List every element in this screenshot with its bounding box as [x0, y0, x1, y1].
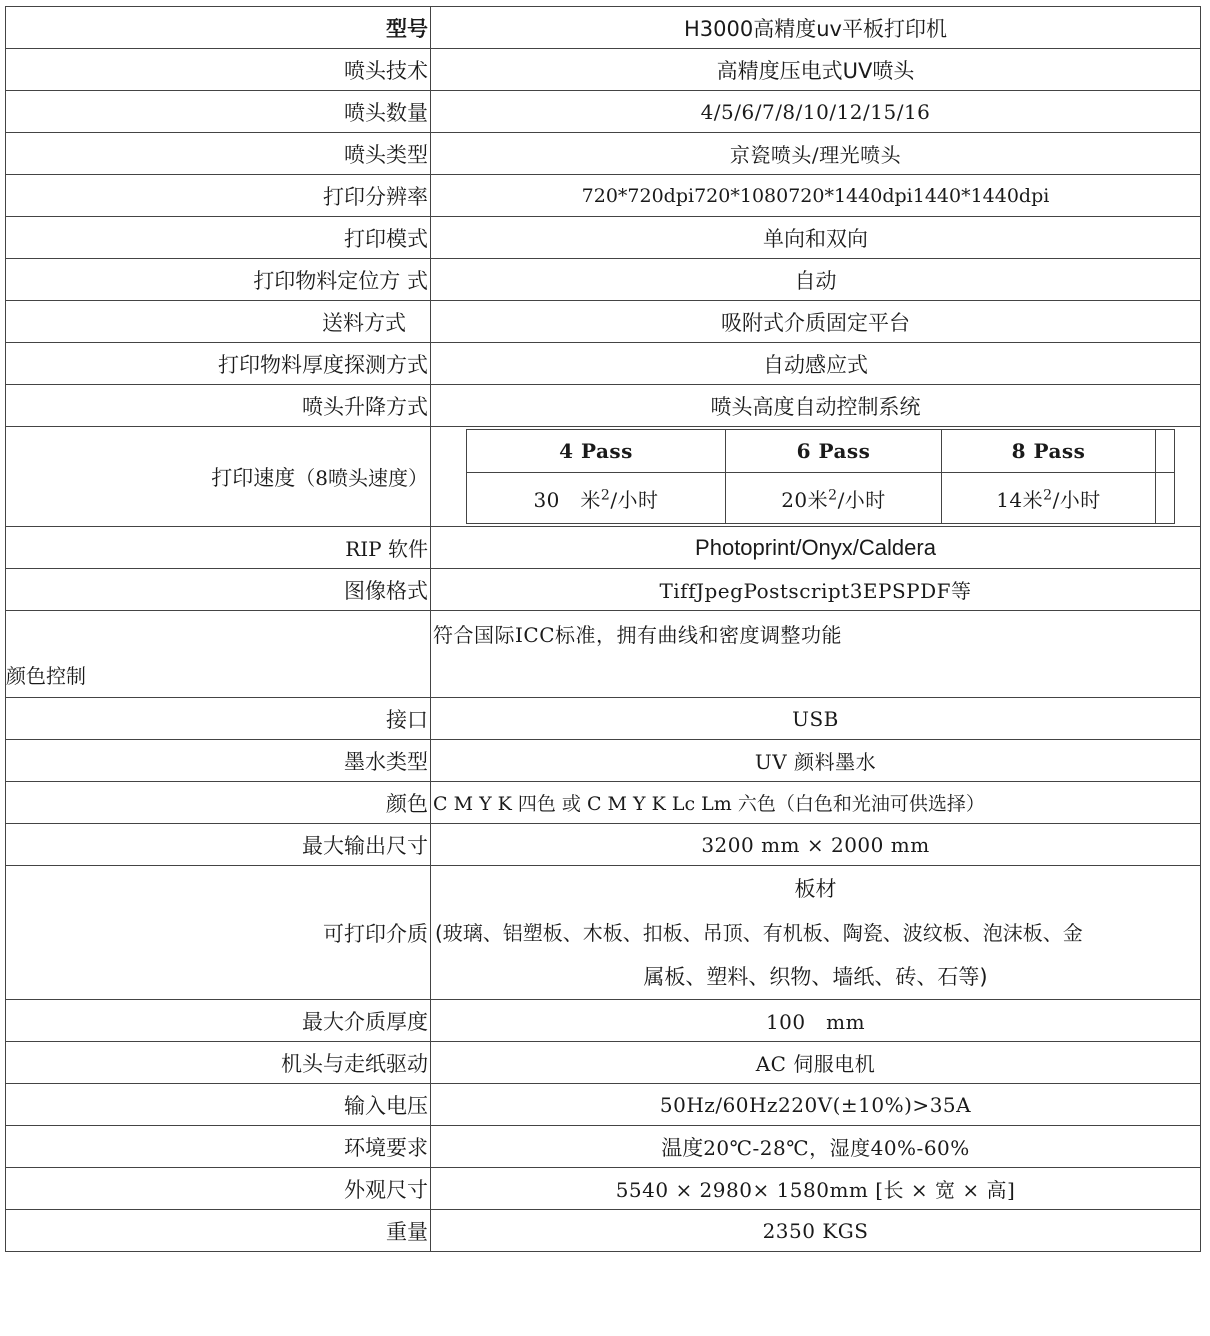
speed-value-6-num: 20米: [781, 487, 829, 512]
speed-value-row: [467, 473, 1175, 524]
value-color-control: 符合国际ICC标准，拥有曲线和密度调整功能: [431, 611, 1201, 698]
spec-table: [5, 6, 1201, 1252]
speed-value-6: [726, 473, 942, 524]
row-head-type: [6, 133, 1201, 175]
value-dimensions: 5540 × 2980× 1580mm [长 × 宽 × 高]: [431, 1168, 1201, 1210]
label-max-output: 最大输出尺寸: [6, 824, 431, 866]
row-head-lift: [6, 385, 1201, 427]
row-max-output: [6, 824, 1201, 866]
value-speed: [431, 427, 1201, 527]
value-head-tech: 高精度压电式UV喷头: [431, 49, 1201, 91]
value-rip: Photoprint/Onyx/Caldera: [431, 527, 1201, 569]
row-color-control: [6, 611, 1201, 698]
value-ink-type: UV 颜料墨水: [431, 740, 1201, 782]
value-max-thickness: 100 mm: [431, 1000, 1201, 1042]
label-media: 可打印介质: [6, 866, 431, 1000]
value-feed: 吸附式介质固定平台: [431, 301, 1201, 343]
row-feed: [6, 301, 1201, 343]
row-weight: [6, 1210, 1201, 1252]
value-image-format: TiffJpegPostscript3EPSPDF等: [431, 569, 1201, 611]
label-feed: 送料方式: [6, 301, 431, 343]
value-print-mode: 单向和双向: [431, 217, 1201, 259]
row-ink-type: [6, 740, 1201, 782]
label-positioning: 打印物料定位方 式: [6, 259, 431, 301]
label-dimensions: 外观尺寸: [6, 1168, 431, 1210]
value-positioning: 自动: [431, 259, 1201, 301]
value-media-line1: 板材: [794, 876, 837, 901]
value-environment-bold: 温度: [661, 1135, 704, 1160]
label-speed-main: 打印速度: [211, 465, 296, 490]
speed-value-4-sup: 2: [600, 486, 611, 503]
row-positioning: [6, 259, 1201, 301]
row-rip: [6, 527, 1201, 569]
value-head-lift: 喷头高度自动控制系统: [431, 385, 1201, 427]
value-voltage: 50Hz/60Hz220V(±10%)>35A: [431, 1084, 1201, 1126]
speed-value-6-sup: 2: [828, 486, 838, 503]
value-media-line2: (玻璃、铝塑板、木板、扣板、吊顶、有机板、陶瓷、波纹板、泡沫板、金: [435, 920, 1083, 945]
value-thickness-detect: 自动感应式: [431, 343, 1201, 385]
value-drive: AC 伺服电机: [431, 1042, 1201, 1084]
pass-header-4: 4 Pass: [467, 430, 726, 473]
row-head-count: [6, 91, 1201, 133]
value-head-count: 4/5/6/7/8/10/12/15/16: [431, 91, 1201, 133]
speed-value-4: [467, 473, 726, 524]
row-dimensions: [6, 1168, 1201, 1210]
value-colors: C M Y K 四色 或 C M Y K Lc Lm 六色（白色和光油可供选择）: [431, 782, 1201, 824]
label-interface: 接口: [6, 698, 431, 740]
row-head-tech: [6, 49, 1201, 91]
label-head-tech: 喷头技术: [6, 49, 431, 91]
speed-value-8-unit: /小时: [1052, 487, 1101, 512]
row-image-format: [6, 569, 1201, 611]
label-drive: 机头与走纸驱动: [6, 1042, 431, 1084]
speed-value-4-num: 30 米: [533, 487, 601, 512]
label-resolution: 打印分辨率: [6, 175, 431, 217]
row-colors: [6, 782, 1201, 824]
value-model: H3000高精度uv平板打印机: [431, 7, 1201, 49]
value-environment-rest: 20℃-28℃，湿度40%-60%: [703, 1135, 970, 1160]
value-max-output: 3200 mm × 2000 mm: [431, 824, 1201, 866]
row-max-thickness: [6, 1000, 1201, 1042]
label-ink-type: 墨水类型: [6, 740, 431, 782]
speed-value-blank: [1156, 473, 1175, 524]
pass-header-8: 8 Pass: [942, 430, 1156, 473]
row-voltage: [6, 1084, 1201, 1126]
speed-value-4-unit: /小时: [610, 487, 659, 512]
value-head-type: 京瓷喷头/理光喷头: [431, 133, 1201, 175]
label-color-control: 颜色控制: [6, 664, 86, 688]
label-speed: [6, 427, 431, 527]
label-voltage: 输入电压: [6, 1084, 431, 1126]
pass-header-6: 6 Pass: [726, 430, 942, 473]
speed-value-6-unit: /小时: [837, 487, 886, 512]
value-media: [431, 866, 1201, 1000]
label-weight: 重量: [6, 1210, 431, 1252]
value-weight: 2350 KGS: [431, 1210, 1201, 1252]
row-thickness-detect: [6, 343, 1201, 385]
value-media-line3: 属板、塑料、织物、墙纸、砖、石等): [643, 964, 988, 989]
label-rip: RIP 软件: [6, 527, 431, 569]
label-speed-note: （8喷头速度）: [295, 465, 428, 490]
row-media: [6, 866, 1201, 1000]
row-model: [6, 7, 1201, 49]
label-environment: 环境要求: [6, 1126, 431, 1168]
label-color-control-cell: [6, 611, 431, 698]
speed-value-8-num: 14米: [996, 487, 1044, 512]
value-environment: [431, 1126, 1201, 1168]
pass-header-blank: [1156, 430, 1175, 473]
speed-header-row: [467, 430, 1175, 473]
label-max-thickness: 最大介质厚度: [6, 1000, 431, 1042]
speed-value-8-sup: 2: [1043, 486, 1053, 503]
label-print-mode: 打印模式: [6, 217, 431, 259]
label-thickness-detect: 打印物料厚度探测方式: [6, 343, 431, 385]
label-model: 型号: [6, 7, 431, 49]
row-environment: [6, 1126, 1201, 1168]
label-head-count: 喷头数量: [6, 91, 431, 133]
row-speed: [6, 427, 1201, 527]
label-colors: 颜色: [6, 782, 431, 824]
label-head-type: 喷头类型: [6, 133, 431, 175]
value-resolution: 720*720dpi720*1080720*1440dpi1440*1440dpi: [431, 175, 1201, 217]
label-head-lift: 喷头升降方式: [6, 385, 431, 427]
speed-subtable: [466, 429, 1175, 524]
label-image-format: 图像格式: [6, 569, 431, 611]
row-resolution: [6, 175, 1201, 217]
row-interface: [6, 698, 1201, 740]
speed-value-8: [942, 473, 1156, 524]
row-print-mode: [6, 217, 1201, 259]
value-interface: USB: [431, 698, 1201, 740]
row-drive: [6, 1042, 1201, 1084]
